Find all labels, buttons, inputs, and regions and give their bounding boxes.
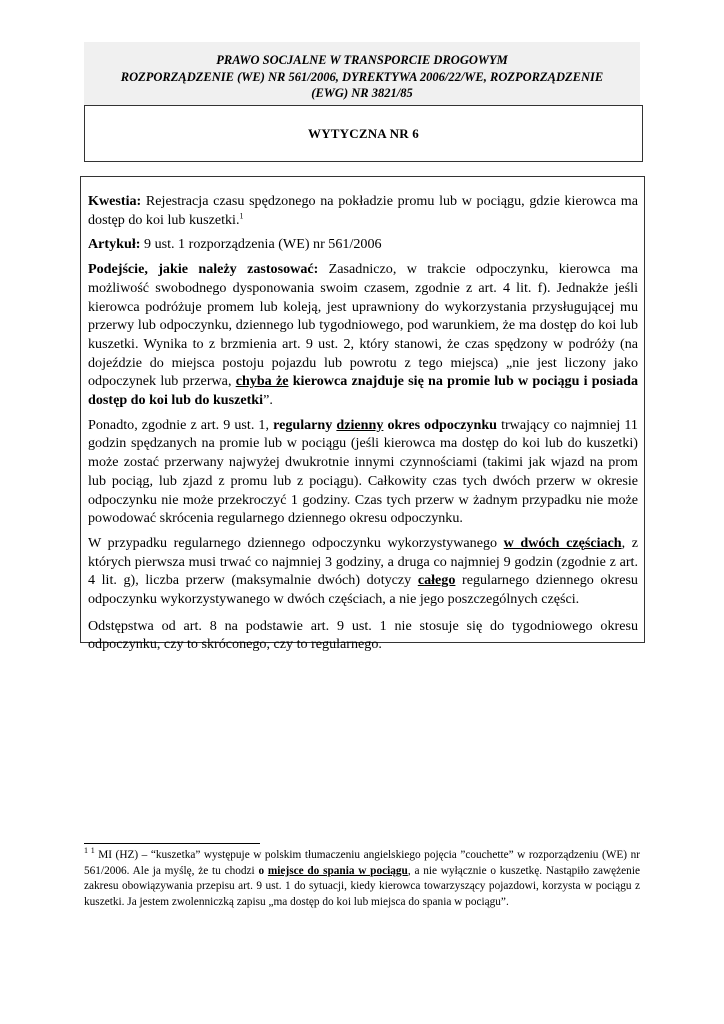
- approach-text: Zasadniczo, w trakcie odpoczynku, kierowca ma możliwość swobodnego dysponowania swoim czasem, zgodnie z art. 4 lit. f). Jednakże jeśli kierowca podróżuje promem lub koleją, jest uprawniony do wykorzystania przysługującej mu przerwy lub odpoczynku, dziennego lub tygodniowego, pod warunkiem, że ma dostęp do koi lub kuszetki. Wynika to z brzmienia art. 9 ust. 2, który stanowi, że czas spędzony w podróży (na dojeździe do miejsca postoju pojazdu lub powrotu z tego miejsca) „nie jest liczony jako odpoczynek lub przerwa,: [88, 261, 638, 390]
- footnote-rest: , a nie wyłącznie o kuszetkę. Nastąpiło zawężenie zakresu obowiązywania przepisu art. 9 ust. 1 do sytuacji, kiedy kierowca towarzyszący pojazdowi, korzysta w pociągu z kuszetki. Ja jestem zwolenniczką zapisu „ma dostęp do koi lub miejsca do spania w pociągu”.: [84, 864, 640, 908]
- para2-bold-1: regularny: [273, 416, 337, 433]
- para3-bold-underlined-2: całego: [417, 572, 456, 589]
- header-line-3: (EWG) NR 3821/85: [311, 86, 413, 100]
- approach-paragraph: [88, 260, 638, 410]
- issue-text: Rejestracja czasu spędzonego na pokładzie promu lub w pociągu, gdzie kierowca ma dostęp do koi lub kuszetki.: [88, 193, 638, 228]
- footnote: [84, 848, 640, 910]
- header-line-1: PRAWO SOCJALNE W TRANSPORCIE DROGOWYM: [216, 53, 508, 67]
- issue-label: Kwestia:: [88, 193, 142, 209]
- issue-paragraph: [88, 192, 638, 229]
- footnote-bold-underlined: miejsce do spania w pociągu: [267, 864, 408, 877]
- para2-bold-2: okres odpoczynku: [383, 416, 497, 433]
- guideline-content: [80, 176, 645, 653]
- footnote-text: MI (HZ) – “kuszetka” występuje w polskim tłumaczeniu angielskiego pojęcia ”couchette” w rozporządzeniu (WE) nr 561/2006. Ale ja myślę, że tu chodzi: [84, 849, 641, 877]
- para2-intro: Ponadto, zgodnie z art. 9 ust. 1,: [88, 416, 274, 433]
- para3-intro: W przypadku regularnego dziennego odpoczynku wykorzystywanego: [88, 534, 504, 551]
- para2-rest: trwający co najmniej 11 godzin spędzanych na promie lub w pociągu (jeśli kierowca ma dostęp do koi lub do kuszetki) może zostać przerwany najwyżej dwukrotnie innymi czynnościami (takimi jak wjazd na prom lub pociąg, lub zjazd z promu lub z pociągu). Całkowity czas tych dwóch przerw w okresie odpoczynku nie może przekroczyć 1 godziny. Czas tych przerw w żadnym przypadku nie może powodować skrócenia regularnego dziennego okresu odpoczynku.: [88, 416, 638, 527]
- para3-rest: regularnego dziennego okresu odpoczynku wykorzystywanego w dwóch częściach, a nie jego poszczególnych części.: [88, 572, 638, 608]
- approach-end: ”.: [263, 392, 273, 409]
- approach-label: Podejście, jakie należy zastosować:: [88, 261, 319, 278]
- article-text: 9 ust. 1 rozporządzenia (WE) nr 561/2006: [140, 236, 382, 253]
- split-rest-paragraph: [88, 534, 638, 609]
- article-paragraph: [88, 235, 638, 254]
- article-label: Artykuł:: [88, 236, 141, 253]
- guideline-title-box: [84, 105, 643, 162]
- para3-middle: , z których pierwsza musi trwać co najmniej 3 godziny, a druga co najmniej 9 godzin (zgodnie z art. 4 lit. g), liczba przerw (maksymalnie dwóch) dotyczy: [88, 534, 638, 589]
- approach-emphasis: kierowca znajduje się na promie lub w pociągu i posiada dostęp do koi lub do kuszetki: [88, 373, 639, 409]
- approach-emphasis-underlined: chyba że: [235, 373, 289, 390]
- derogation-paragraph: Odstępstwa od art. 8 na podstawie art. 9 ust. 1 nie stosuje się do tygodniowego okresu odpoczynku, czy to skróconego, czy to regularnego.: [88, 617, 638, 653]
- document-header: [84, 42, 640, 106]
- guideline-title: WYTYCZNA NR 6: [308, 125, 419, 141]
- header-line-2: ROZPORZĄDZENIE (WE) NR 561/2006, DYREKTYWA 2006/22/WE, ROZPORZĄDZENIE: [120, 69, 604, 84]
- footnote-marks: 1 1: [84, 846, 95, 856]
- footnote-separator: [84, 843, 260, 844]
- para2-bold-underlined: dzienny: [336, 416, 384, 433]
- footnote-bold: o: [258, 864, 268, 877]
- rest-period-paragraph: [88, 416, 638, 528]
- para3-bold-underlined: w dwóch częściach: [503, 534, 622, 551]
- footnote-ref[interactable]: 1: [239, 211, 244, 221]
